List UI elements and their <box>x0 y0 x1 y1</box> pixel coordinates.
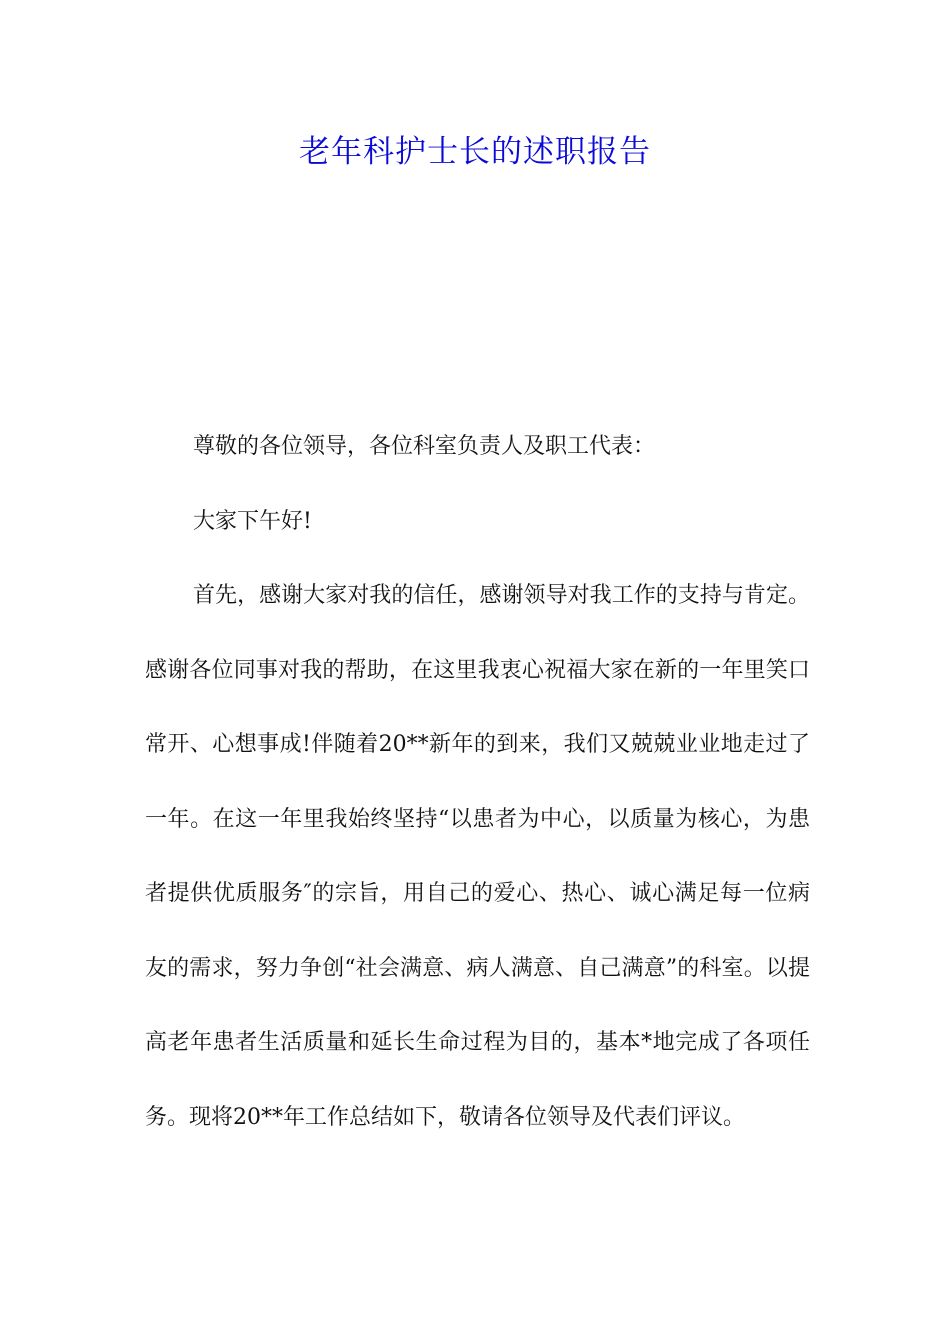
paragraph-introduction: 首先，感谢大家对我的信任，感谢领导对我工作的支持与肯定。感谢各位同事对我的帮助，在这里我衷心祝福大家在新的一年里笑口常开、心想事成!伴随着20**新年的到来，我们又兢兢业业地走过了一年。在这一年里我始终坚持“以患者为中心，以质量为核心，为患者提供优质服务″的宗旨，用自己的爱心、热心、诚心满足每一位病友的需求，努力争创“社会满意、病人满意、自己满意”的科室。以提高老年患者生活质量和延长生命过程为目的，基本*地完成了各项任务。现将20**年工作总结如下，敬请各位领导及代表们评议。 <box>145 583 810 1130</box>
document-title: 老年科护士长的述职报告 <box>299 134 651 170</box>
paragraph-greeting: 大家下午好! <box>193 508 312 534</box>
paragraph-salutation: 尊敬的各位领导，各位科室负责人及职工代表： <box>193 434 656 459</box>
document-body <box>145 410 810 1155</box>
